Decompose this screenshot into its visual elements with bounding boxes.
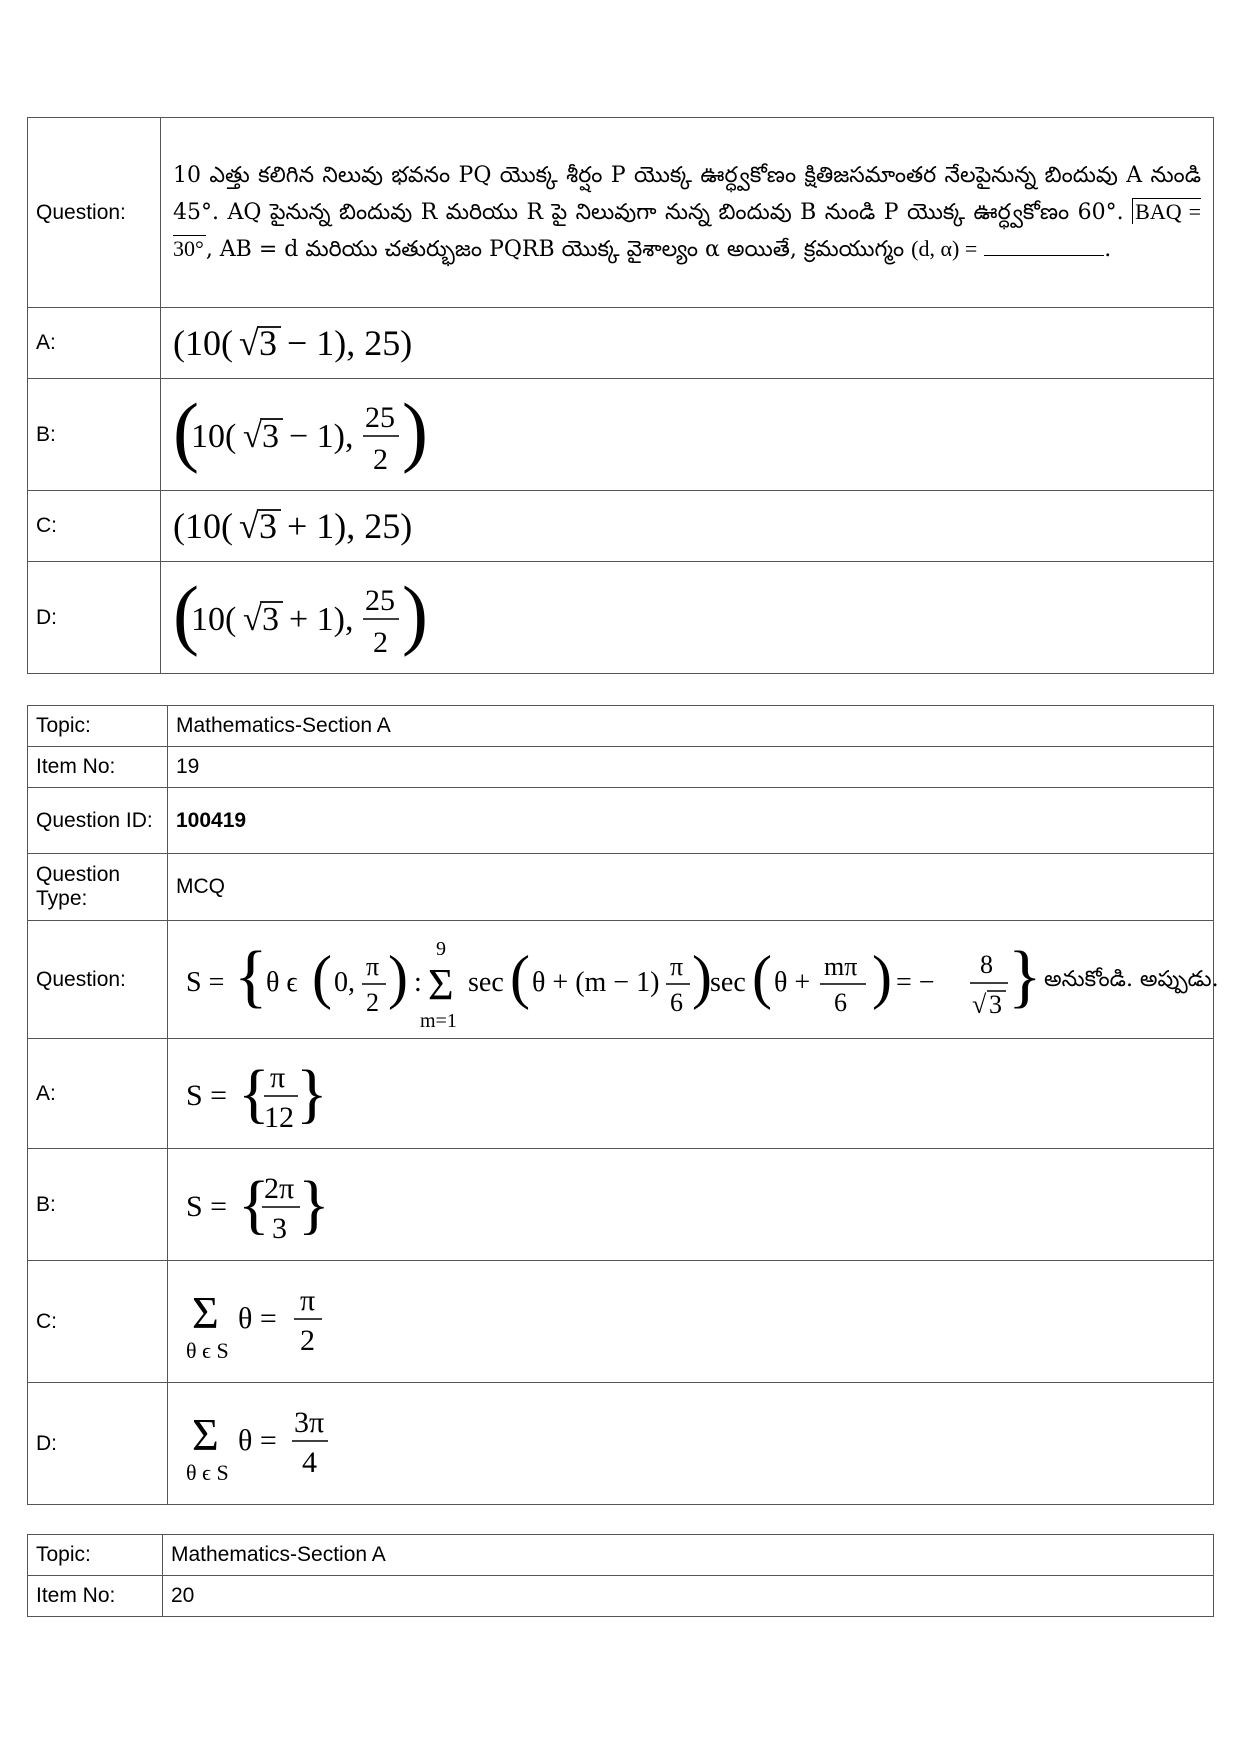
option-a-sqrt-sign: √ [239, 323, 259, 363]
qf-theta-in: θ ϵ [266, 966, 298, 998]
qf-rparen2: ) [692, 943, 712, 1010]
qtype-value: MCQ [168, 854, 1214, 921]
question-tail: అనుకోండి. అప్పుడు. [1044, 966, 1219, 992]
qf-six2: 6 [834, 987, 847, 1017]
option-c-formula [169, 496, 469, 556]
question-pair: (d, α) = [911, 235, 978, 261]
option-d-formula [176, 1394, 376, 1494]
od-four: 4 [302, 1445, 317, 1479]
question-formula [176, 925, 976, 1035]
qf-sigma: Σ [428, 959, 454, 1009]
option-b-lparen: ( [173, 386, 199, 474]
topic-value: Mathematics-Section A [168, 706, 1214, 747]
option-d-formula [169, 568, 469, 668]
oc-sigma: Σ [192, 1286, 219, 1338]
option-c-sqrt-sign: √ [239, 506, 259, 546]
option-a-value [168, 1039, 1214, 1149]
option-a-sqrt-arg: 3 [259, 323, 277, 363]
option-c-value [161, 491, 1214, 562]
qid-row [28, 788, 1214, 854]
ob-2pi: 2π [264, 1171, 295, 1205]
option-b-rparen: ) [402, 386, 428, 474]
qf-sec1: sec [468, 966, 504, 998]
option-a-label: A: [28, 1039, 168, 1149]
topic-label: Topic: [28, 706, 168, 747]
question-angle: BAQ = 30° [173, 198, 1201, 261]
qtype-label: Question Type: [28, 854, 168, 921]
item-label: Item No: [28, 1576, 163, 1617]
question-label: Question: [28, 921, 168, 1039]
oa-lbrace: { [238, 1056, 270, 1130]
option-row-c [28, 491, 1214, 562]
qf-colon: : [414, 966, 422, 998]
item-row [28, 1576, 1214, 1617]
option-row-b [28, 379, 1214, 491]
qf-rparen1: ) [388, 943, 408, 1010]
option-b-value [168, 1149, 1214, 1261]
qf-two1: 2 [366, 987, 379, 1017]
topic-value: Mathematics-Section A [163, 1535, 1214, 1576]
qf-lbrace: { [234, 937, 268, 1015]
qf-rparen3: ) [872, 943, 892, 1010]
question-label: Question: [28, 118, 161, 308]
option-d-sqrt-arg: 3 [262, 600, 279, 638]
qtype-row [28, 854, 1214, 921]
oc-two: 2 [300, 1323, 315, 1357]
option-c-sqrt-arg: 3 [259, 506, 277, 546]
oa-twelve: 12 [264, 1100, 294, 1134]
option-a-formula-text: (10( [173, 323, 233, 363]
option-c-rest: + 1), 25) [287, 506, 413, 546]
qf-pi2: π [670, 951, 684, 981]
question-table-20 [27, 1534, 1214, 1617]
question-cell [168, 921, 1219, 1039]
question-table-18 [27, 117, 1214, 674]
option-d-label: D: [28, 1383, 168, 1505]
topic-label: Topic: [28, 1535, 163, 1576]
option-d-value [161, 562, 1214, 674]
option-d-den: 2 [373, 625, 388, 659]
question-text-part1: 10 ఎత్తు కలిగిన నిలువు భవనం PQ యొక్క శీర్షం P యొక్క ఊర్ధ్వకోణం క్షితిజసమాంతర నేలపైనున్న బిందువు A నుండి 45°. AQ పైనున్న బిందువు R మరియు R పై నిలువుగా నున్న బిందువు B నుండి P యొక్క ఊర్ధ్వకోణం 60°. [173, 162, 1201, 225]
item-label: Item No: [28, 747, 168, 788]
option-d-label: D: [28, 562, 161, 674]
option-row-b [28, 1149, 1214, 1261]
question-row [28, 118, 1214, 308]
option-a-rest: − 1), 25) [287, 323, 413, 363]
qf-arg1: θ + (m − 1) [532, 966, 660, 998]
option-row-d [28, 562, 1214, 674]
option-d-part1: 10( [191, 600, 237, 638]
od-sub: θ ϵ S [186, 1459, 229, 1485]
oc-theta-eq: θ = [238, 1301, 277, 1335]
od-3pi: 3π [294, 1405, 325, 1439]
option-b-formula [176, 1160, 376, 1250]
od-sigma: Σ [192, 1408, 219, 1460]
option-c-label: C: [28, 491, 161, 562]
question-row [28, 921, 1214, 1039]
qf-lparen1: ( [312, 943, 332, 1010]
qf-sqrt-sign: √ [972, 989, 987, 1019]
option-d-sqrt-sign: √ [243, 600, 262, 638]
option-d-value [168, 1383, 1214, 1505]
option-c-formula [176, 1272, 376, 1372]
od-theta-eq: θ = [238, 1423, 277, 1457]
option-d-rparen: ) [402, 569, 428, 657]
answer-blank [984, 237, 1104, 256]
topic-row [28, 1535, 1214, 1576]
option-b-label: B: [28, 1149, 168, 1261]
option-d-lparen: ( [173, 569, 199, 657]
oa-rbrace: } [296, 1056, 328, 1130]
option-c-value [168, 1261, 1214, 1383]
qf-lparen2: ( [510, 943, 530, 1010]
item-row [28, 747, 1214, 788]
option-b-part1: 10( [191, 417, 237, 455]
option-c-formula-text: (10( [173, 506, 233, 546]
qf-pi1: π [366, 951, 380, 981]
qf-lparen3: ( [752, 943, 772, 1010]
qf-mpi: mπ [824, 951, 858, 981]
option-b-formula [169, 385, 469, 485]
ob-rbrace: } [298, 1167, 330, 1241]
option-a-formula [169, 313, 469, 373]
option-b-value [161, 379, 1214, 491]
qf-sec2: sec [710, 966, 746, 998]
option-d-part2: + 1), [289, 600, 354, 638]
qf-zero: 0, [334, 966, 355, 998]
question-table-19 [27, 705, 1219, 1505]
option-row-c [28, 1261, 1214, 1383]
qf-eq-minus: = − [896, 966, 935, 998]
qf-six1: 6 [670, 987, 683, 1017]
qf-sum-bottom: m=1 [420, 1009, 457, 1032]
oa-pi: π [270, 1060, 286, 1094]
option-b-label: B: [28, 379, 161, 491]
oc-sub: θ ϵ S [186, 1337, 229, 1363]
ob-s-eq: S = [186, 1189, 228, 1223]
option-a-formula [176, 1049, 376, 1139]
qf-sqrt-arg: 3 [989, 989, 1002, 1019]
option-b-num: 25 [365, 400, 395, 434]
question-formula-tail [968, 925, 1042, 1035]
qf-arg2: θ + [774, 966, 811, 998]
question-text-part2: , AB = d మరియు చతుర్భుజం PQRB యొక్క వైశాల్యం α అయితే, క్రమయుగ్మం [205, 236, 905, 262]
option-a-value [161, 308, 1214, 379]
ob-three: 3 [272, 1211, 287, 1245]
oc-pi: π [300, 1283, 316, 1317]
option-c-label: C: [28, 1261, 168, 1383]
option-a-label: A: [28, 308, 161, 379]
oa-s-eq: S = [186, 1078, 228, 1112]
ob-lbrace: { [238, 1167, 270, 1241]
option-b-sqrt-arg: 3 [262, 417, 279, 455]
question-text: 10 ఎత్తు కలిగిన నిలువు భవనం PQ యొక్క శీర్షం P యొక్క ఊర్ధ్వకోణం క్షితిజసమాంతర నేలపైనున్న బిందువు A నుండి 45°. AQ పైనున్న బిందువు R మరియు R పై నిలువుగా నున్న బిందువు B నుండి P యొక్క ఊర్ధ్వకోణం 60°. BAQ = 30°, AB = d మరియు చతుర్భుజం PQRB యొక్క వైశాల్యం α అయితే, క్రమయుగ్మం (d, α) = . [173, 162, 1201, 262]
qf-s-eq: S = [186, 966, 225, 998]
option-row-a [28, 308, 1214, 379]
topic-row [28, 706, 1214, 747]
qf-eight: 8 [980, 949, 993, 979]
option-d-num: 25 [365, 583, 395, 617]
option-b-den: 2 [373, 442, 388, 476]
option-b-sqrt-sign: √ [243, 417, 262, 455]
option-row-a [28, 1039, 1214, 1149]
item-value: 20 [163, 1576, 1214, 1617]
option-b-part2: − 1), [289, 417, 354, 455]
option-row-d [28, 1383, 1214, 1505]
qid-label: Question ID: [28, 788, 168, 854]
item-value: 19 [168, 747, 1214, 788]
qf-rbrace: } [1008, 937, 1042, 1015]
qf-sum-top: 9 [436, 937, 446, 960]
question-cell [161, 118, 1214, 308]
qid-value: 100419 [168, 788, 1214, 854]
